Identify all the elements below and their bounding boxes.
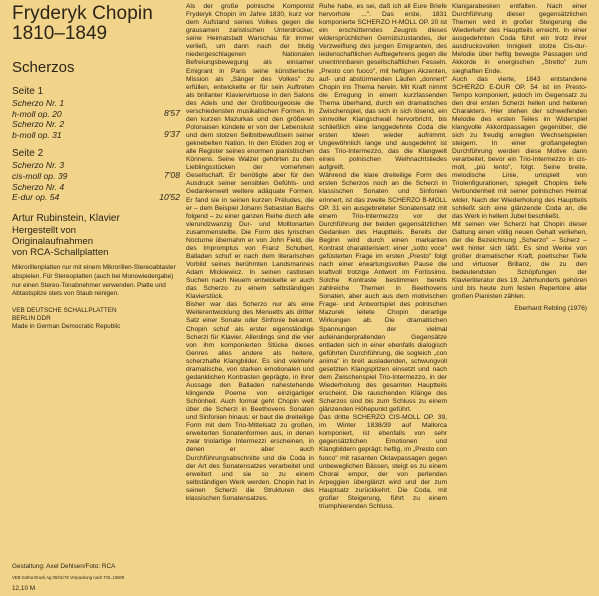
track-duration: 8'57 xyxy=(164,108,180,118)
track-duration: 10'52 xyxy=(159,191,180,202)
track-duration: 7'08 xyxy=(164,170,180,181)
side-1-label: Seite 1 xyxy=(12,86,44,97)
track-key: h-moll op. 20 xyxy=(12,108,62,119)
label-line: BERLIN DDR xyxy=(12,314,51,322)
track-title: Scherzo Nr. 4 xyxy=(12,181,65,192)
liner-notes-column-1 xyxy=(186,3,314,503)
track-1 xyxy=(12,98,180,119)
side-2-label: Seite 2 xyxy=(12,148,44,160)
design-credits: Gestaltung: Axel Dehlsen/Foto: RCA xyxy=(12,563,116,570)
label-line: VEB DEUTSCHE SCHALLPLATTEN xyxy=(12,306,117,314)
performer: Artur Rubinstein, Klavier xyxy=(12,212,120,224)
author-signature: Eberhard Rebling (1976) xyxy=(514,305,587,313)
paragraph: Ruhe habe, es sei, daß ich all Eure Briefe hervorhole ...". Das erste, 1831 komponierte SCHERZO H-MOLL OP. 20 ist ein erschütterndes Zeugnis dieses widersprüchlichen Gemütszustandes, der Verzweiflung des jungen Emigranten, des leidenschaftlichen Aufbegehrens gegen die unentrinnbaren gesellschaftlichen Fesseln. „Presto con fuoco", mit heftigen Akzenten, auf- und abstürmenden Läufen „donnert" Chopin ins Thema herein. Mit Kraft nimmt die Erregung in einem kurzfassenden Thema überhand, durch ein dramatisches Zwischenspiel, das sich in sich lösend, ein sinnvoller Klangschwall hervorbricht, bis schließlich eine langgedehnte Coda die ersten Ideen wieder aufnimmt. Ungewöhnlich lange und ausgedehnt ist das Trio-Intermezzo, das die Klangwelt eines polnischen Weihnachtsliedes aufgreift. xyxy=(319,3,447,172)
track-title: Scherzo Nr. 3 xyxy=(12,160,65,171)
origin-line: Originalaufnahmen xyxy=(12,235,94,247)
work-title: Scherzos xyxy=(12,59,75,76)
track-3 xyxy=(12,160,180,181)
playback-note: Mikrorillenplatten nur mit einem Mikrorillen-Stereoabtaster abspielen. Für Stereoplatten (auch bei Monowiedergabe) nur einen Stereo-Tonabnehmer verwenden. Platte und Abtastspitze stets von Staub reinigen. xyxy=(12,264,176,298)
origin-line: von RCA-Schallplatten xyxy=(12,247,109,259)
composer-years: 1810–1849 xyxy=(12,23,108,44)
track-2 xyxy=(12,119,180,140)
paragraph: Auch das vierte, 1843 entstandene SCHERZO E-DUR OP. 54 ist im Presto-Tempo komponiert, jedoch im Gegensatz zu den drei ersten Scherzi hellen und heiteren Charakters. Hier stehen der schweifenden Melodie des ersten Teiles im Widerspiel klangvolle Akkordpassagen gegenüber, die sich zu freudig erregten Wechselspielen steigern. In einer großangelegten Durchführung werden diese Motive dann verarbeitet, bevor ein Trio-Intermezzo in cis-moll, „più lento", folgt. Seine breite, melodische Linie, umspielt von Triolenfigurationen, spiegelt Chopins tiefe Verbundenheit mit seiner polnischen Heimat wider. Nach der Wiederholung des Hauptteils schließt sich eine glänzende Coda an, die das Werk in hellem Jubel beschließt. xyxy=(452,75,587,220)
track-title: Scherzo Nr. 2 xyxy=(12,119,65,130)
track-key: b-moll op. 31 xyxy=(12,129,62,140)
paragraph: Mit seinen vier Scherzi hat Chopin dieser Gattung einen völlig neuen Gehalt verliehen, der die Bezeichnung „Scherzo" – Scherz – weit hinter sich läßt. Es sind Werke von großer dramatischer Kraft, poetischer Tiefe und virtuoser Brillanz, die zu den bedeutendsten Schöpfungen der Klavierliteratur des 19. Jahrhunderts gehören und bis heute zum festen Repertoire aller großen Pianisten zählen. xyxy=(452,220,587,301)
paragraph: Als der große polnische Komponist Fryderyk Chopin im Jahre 1830, kurz vor dem Aufstand seines Volkes gegen die grausamen zaristischen Unterdrücker, seine Heimatstadt Warschau für immer verließ, um dann nach der blutig niedergeschlagenen Nationalen Befreiungsbewegung als einsamer Emigrant in Paris seine künstlerische Mission als „Sänger des Volkes" zu erfüllen, entwickelte er für sein Auftreten als brillanter Klaviervirtuose in den Salons des Adels und der Großbourgeoisie die verschiedensten musikalischen Formen. In den kurzen Mazurkas und den größeren Polonaisen kündete er von der Lebenslust und dem stolzen Selbstbewußtsein seiner geknebelten Nation. In den Etüden zog er alle Register seines enormen pianistischen Könnens. Seine Walzer gehörten zu den Lieblingsstücken der vornehmen Gesellschaft. Er benötigte aber für den Ausdruck seiner sensiblen Gefühls- und Gedankenwelt weitere adäquate Formen. Er fand sie in seinen kurzen Préludes, die er – dem Beispiel Johann Sebastian Bachs folgend – zu einer ganzen Reihe durch alle vierundzwanzig Dur- und Molltonarten zusammenstellte. Die Form des lyrischen Nocturne übernahm er von John Field, die des Impromptus von Franz Schubert, Balladen schuf er nach dem literarischen Vorbild seines berühmten Landsmannes Adam Mickiewicz. In seinen rastlosen Suchen nach Neuem entwickelte er auch das Scherzo zu einem selbständigen Klavierstück. xyxy=(186,3,314,301)
paragraph: Das dritte SCHERZO CIS-MOLL OP. 39, im Winter 1838/39 auf Mallorca komponiert, ist ebenfalls von sehr gegensätzlichen Emotionen und Klangbildern geprägt: heftig, im „Presto con fuoco" mit rasanten Oktavpassagen gegen unbeweglichen Bässen, steigt es zu einem Choral empor, der von perlenden Arpeggien überglänzt wird und der zum Hauptsatz zurückkehrt. Die Coda, mit großer Steigerung, führt zu einem triumphierenden Schluss. xyxy=(319,414,447,510)
liner-notes-column-2 xyxy=(319,3,447,511)
track-4 xyxy=(12,182,180,203)
label-info xyxy=(12,307,180,331)
composer-name: Fryderyk Chopin xyxy=(12,3,153,24)
track-key: E-dur op. 54 xyxy=(12,192,60,203)
print-line: VEB Gotha-Druck Ag 05/01/76 Verpackung nach TGL 10609 xyxy=(12,575,125,580)
left-info-column xyxy=(12,4,180,331)
track-duration: 9'37 xyxy=(164,129,180,140)
paragraph: Klangarabesken entfalten. Nach einer Durchführung dieser gegensätzlichen Themen wird in großer Steigerung die Wiederkehr des Hauptteils erreicht. In einer ausgedehnten Coda führt ein trotz ihrer ausdrucksvollen Innigkeit stolze Cis-dur-Melodie über heftig bewegte Passagen und Akkorde in energischen „Stretto" zum sieghaften Ende. xyxy=(452,3,587,75)
price: 12,10 M xyxy=(12,585,36,592)
track-title: Scherzo Nr. 1 xyxy=(12,98,65,108)
origin-note xyxy=(12,225,180,259)
paragraph: Während die klare dreiteilige Form des ersten Scherzos noch an die Scherzi in klassischen Sonaten und Sinfonien erinnert, ist das zweite SCHERZO B-MOLL OP. 31 ein ausgebreiteter Sonatensatz mit einem Trio-Intermezzo vor der Durchführung der beiden gegensätzlichen Gedanken des Hauptteils. Bereits der Beginn wird durch einen markanten Kontrast charakterisiert: einer „sotto voce" gefüsterten Frage im ersten „Presto" folgt nach einer erwartungsvollen Pause die kraftvoll trotzige Antwort im Fortissimo. Solche Kontraste bestimmen bereits zahlreiche Themen in Beethovens Sonaten, aber auch aus dem motivischen Frage- und Antwortspiel des polnischen Mazurek leitete Chopin derartige Wirkungen ab. Die dramatischen Spannungen der vielmal aufeinanderprallenden Gegensätze entladen sich in einer ebenfalls dialogisch geführten Durchführung, die sogleich „con anima" in breit ausladenden, schwungvoll gesetzten Klangspitzen einsetzt und nach dem Zwischenspiel Trio-Intermezzo, in der Wiederholung des gesamten Hauptteils erscheint. Die rauschenden Klänge des Scherzos sind bis zum Schluss zu einem glänzenden Höhepunkt geführt. xyxy=(319,172,447,414)
liner-notes-column-3 xyxy=(452,3,587,313)
track-key: cis-moll op. 39 xyxy=(12,170,68,181)
label-line: Made in German Democratic Republic xyxy=(12,322,121,330)
origin-line: Hergestellt von xyxy=(12,224,76,236)
paragraph: Bisher war das Scherzo nur als eine Weiterentwicklung des Menuetts als dritter Satz einer Sonate oder Sinfonie bekannt. Chopin schuf als erster eigenständige Scherzi für Klavier. Allerdings sind die vier von ihm komponierten Stücke dieses Genres alles andere als heitere, scherzhafte Klangbilder. Es sind vielmehr dramatische, von starken emotionalen und gedanklichen Kontrasten geprägte, in ihrer Aussage den Balladen nahestehende klingende Poeme von einzigartiger Schönheit. Auch formal geht Chopin weit über die Scherzi in Beethovens Sonaten und Sinfonien hinaus: er baut die dreiteilige Form mit dem Trio-Mittelsatz zu großen, erweiterten Sonatenformen aus, in denen zwar triolartige Intermezzi erscheinen, in denen er aber auch Durchführungsabschnitte und die Coda in der Art des Sonatensatzes verarbeitet und erweitert und sie so zu einem selbständigen Werk werden. Chopin hat in seinen Scherzi die Strukturen des klassischen Sonatensatzes. xyxy=(186,301,314,502)
